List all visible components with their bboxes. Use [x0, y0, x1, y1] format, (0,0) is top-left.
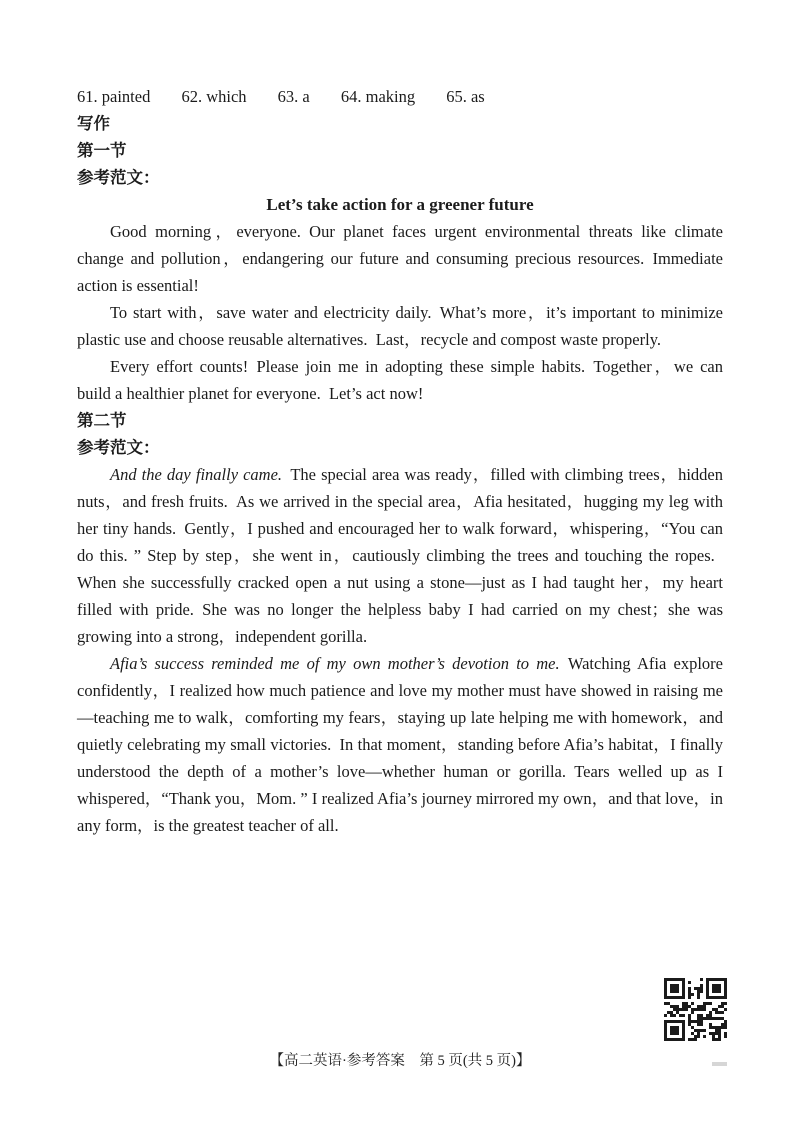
answers-line [77, 83, 723, 110]
answer-item: 65. as [446, 87, 485, 106]
part1-ref-label: 参考范文： [77, 168, 160, 187]
page-footer: 【高二英语·参考答案 第 5 页(共 5 页)】 [269, 1053, 531, 1069]
essay2-p1-body: The special area was ready，filled with climbing trees，hidden nuts，and fresh fruits. As we arrived in the special area，Afia hesitated，hugging my leg with her tiny hands. Gently，I pushed and encouraged her to walk forward，whispering，“You can do this. ” Step by step，she went in，cautiously climbing the trees and touching the ropes. When she successfully cracked open a nut using a stone—just as I had taught her，my heart filled with pride. She was no longer the helpless baby I had carried on my chest；she was growing into a strong，independent gorilla. [77, 465, 723, 646]
essay2-p2-body: Watching Afia explore confidently，I realized how much patience and love my mother must have showed in raising me—teaching me to walk，comforting my fears，staying up late helping me with homework，and quietly celebrating my small victories. In that moment，standing before Afia’s habitat，I finally understood the depth of a mother’s love—whether human or gorilla. Tears welled up as I whispered，“Thank you，Mom. ” I realized Afia’s journey mirrored my own，and that love，in any form，is the greatest teacher of all. [77, 654, 723, 835]
essay2-paragraph-2 [77, 650, 723, 839]
essay1-title: Let’s take action for a greener future [266, 195, 534, 214]
answer-item: 63. a [277, 87, 310, 106]
answer-item: 61. painted [77, 87, 151, 106]
essay2-p1-lead: And the day finally came. [110, 465, 283, 484]
essay1-paragraph-2: To start with，save water and electricity daily. What’s more，it’s important to minimize plastic use and choose reusable alternatives. Last，recycle and compost waste properly. [77, 303, 723, 349]
part1-heading: 第一节 [77, 141, 127, 160]
part2-ref-label: 参考范文： [77, 438, 160, 457]
answer-item: 64. making [340, 87, 416, 106]
essay1-paragraph-1: Good morning，everyone. Our planet faces urgent environmental threats like climate change and pollution，endangering our future and consuming precious resources. Immediate action is essential! [77, 222, 723, 295]
page-content [77, 83, 723, 839]
part2-heading: 第二节 [77, 411, 127, 430]
writing-section-label: 写作 [77, 114, 110, 133]
essay2-p2-lead: Afia’s success reminded me of my own mother’s devotion to me. [110, 654, 560, 673]
essay1-paragraph-3: Every effort counts! Please join me in adopting these simple habits. Together，we can build a healthier planet for everyone. Let’s act now! [77, 357, 723, 403]
qr-code [664, 978, 727, 1041]
answer-item: 62. which [181, 87, 247, 106]
essay2-paragraph-1 [77, 461, 723, 650]
